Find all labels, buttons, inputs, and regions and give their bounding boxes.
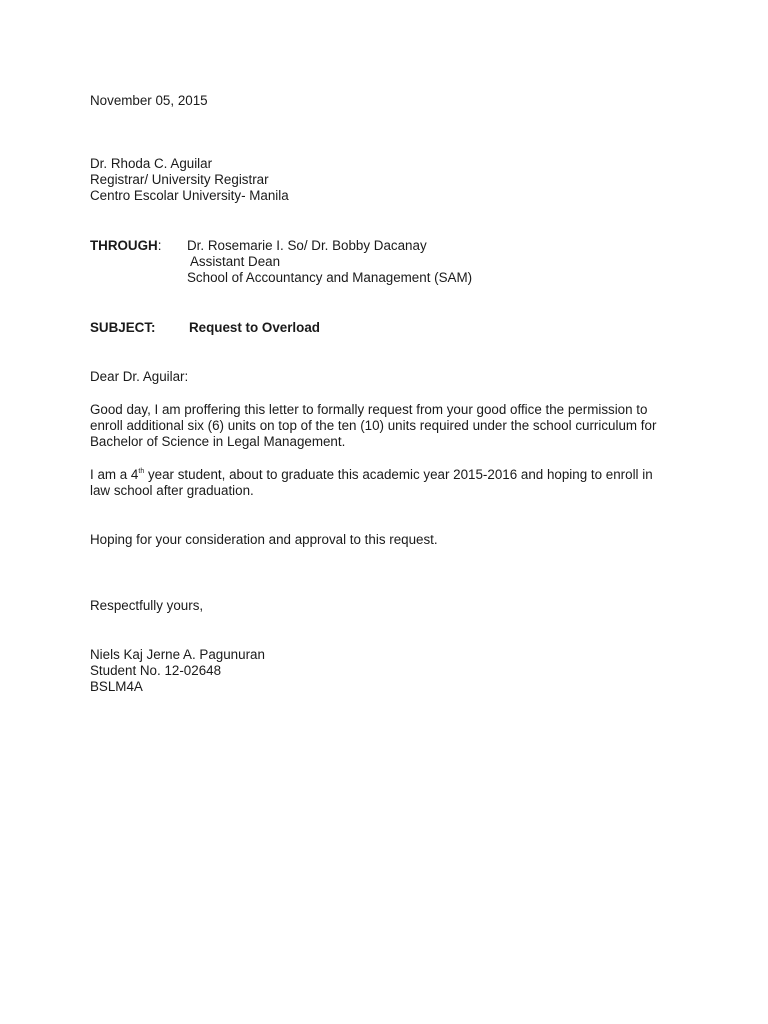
recipient-title: Registrar/ University Registrar [90,172,269,187]
paragraph1-line3: Bachelor of Science in Legal Management. [90,434,346,449]
paragraph1-line2: enroll additional six (6) units on top of the ten (10) units required under the school curriculum for [90,418,657,433]
through-school: School of Accountancy and Management (SAM) [187,270,473,285]
paragraph2-suffix: year student, about to graduate this academic year 2015-2016 and hoping to enroll in [144,467,653,482]
paragraph2-prefix: I am a 4 [90,467,139,482]
recipient-institution: Centro Escolar University- Manila [90,188,289,203]
student-number: Student No. 12-02648 [90,663,222,678]
paragraph2-superscript: th [138,468,145,475]
salutation: Dear Dr. Aguilar: [90,369,189,384]
paragraph2-line2: law school after graduation. [90,483,254,498]
subject-label: SUBJECT: [90,320,156,335]
section: BSLM4A [90,679,143,694]
through-label: THROUGH [90,238,158,253]
closing: Respectfully yours, [90,598,204,613]
through-position: Assistant Dean [190,254,281,269]
letter-date: November 05, 2015 [90,93,208,108]
subject-text: Request to Overload [189,320,320,335]
signature-name: Niels Kaj Jerne A. Pagunuran [90,647,265,662]
through-line [90,238,161,254]
recipient-name: Dr. Rhoda C. Aguilar [90,156,213,171]
through-names: Dr. Rosemarie I. So/ Dr. Bobby Dacanay [187,238,427,253]
paragraph2-line1 [90,467,653,483]
paragraph3: Hoping for your consideration and approval to this request. [90,532,438,547]
paragraph1-line1: Good day, I am proffering this letter to formally request from your good office the permission to [90,402,648,417]
through-colon: : [157,238,162,253]
